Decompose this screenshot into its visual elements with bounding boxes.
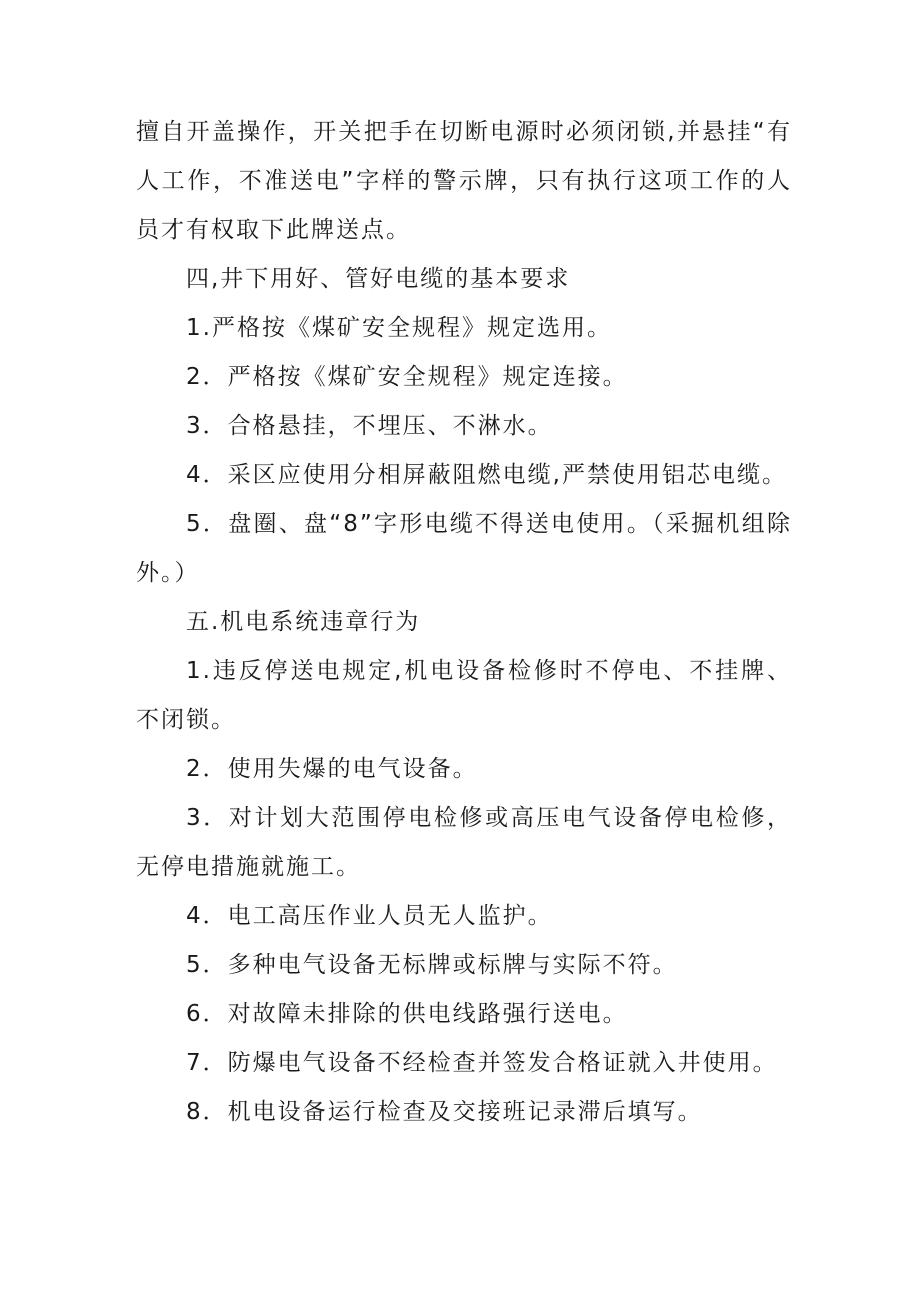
list-item: 1.违反停送电规定,机电设备检修时不停电、不挂牌、不闭锁。 (136, 658, 792, 733)
list-item: 7．防爆电气设备不经检查并签发合格证就入井使用。 (186, 1050, 778, 1076)
list-item: 2．严格按《煤矿安全规程》规定连接。 (186, 364, 628, 390)
list-item: 2．使用失爆的电气设备。 (186, 756, 478, 782)
list-item: 4．电工高压作业人员无人监护。 (186, 903, 553, 929)
list-item: 5．多种电气设备无标牌或标牌与实际不符。 (186, 952, 678, 978)
list-item: 6．对故障未排除的供电线路强行送电。 (186, 1001, 628, 1027)
list-item: 4．采区应使用分相屏蔽阻燃电缆,严禁使用铝芯电缆。 (186, 462, 787, 488)
list-item: 3．合格悬挂，不埋压、不淋水。 (186, 413, 553, 439)
list-item: 5．盘圈、盘“8”字形电缆不得送电使用。（采掘机组除外。） (136, 511, 792, 586)
section-heading-4: 四,井下用好、管好电缆的基本要求 (186, 266, 571, 292)
paragraph-continuation: 擅自开盖操作，开关把手在切断电源时必须闭锁,并悬挂“有人工作，不准送电”字样的警示牌，只有执行这项工作的人员才有权取下此牌送点。 (136, 119, 792, 243)
list-item: 3．对计划大范围停电检修或高压电气设备停电检修，无停电措施就施工。 (136, 805, 792, 880)
section-heading-5: 五.机电系统违章行为 (186, 609, 421, 635)
list-item: 1.严格按《煤矿安全规程》规定选用。 (186, 315, 612, 341)
list-item: 8．机电设备运行检查及交接班记录滞后填写。 (186, 1099, 703, 1125)
